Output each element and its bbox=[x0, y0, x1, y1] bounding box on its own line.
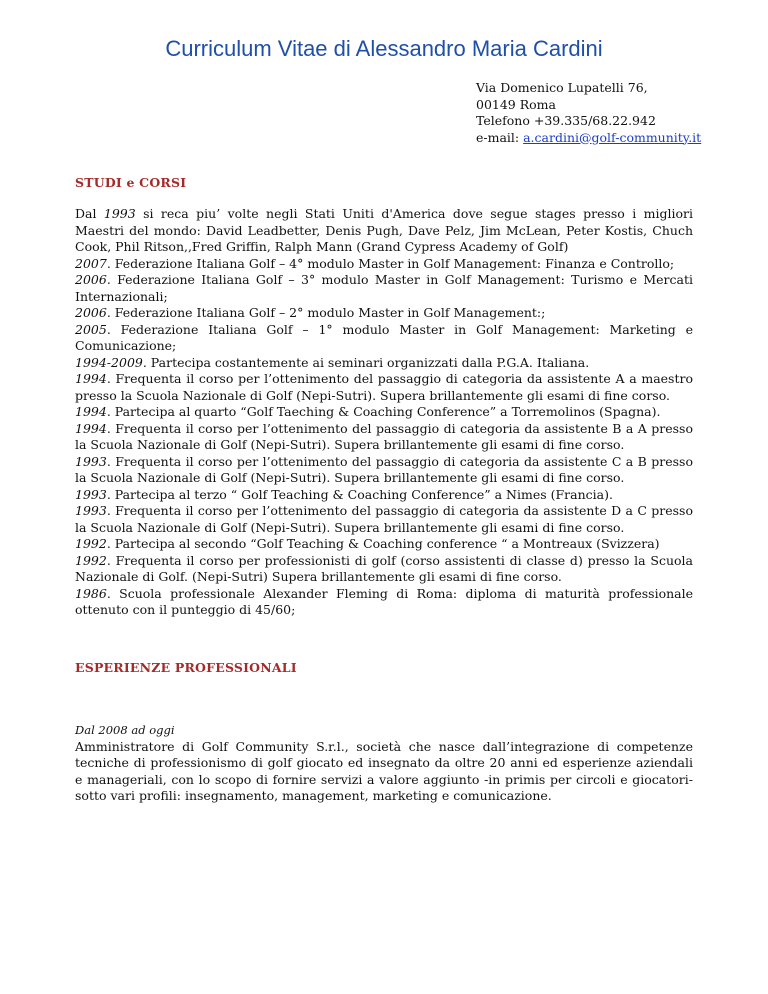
entry-year: 1994-2009 bbox=[75, 354, 143, 370]
studi-entry bbox=[75, 305, 693, 322]
studi-entry bbox=[75, 404, 693, 421]
entry-year: 1994 bbox=[75, 420, 107, 436]
entry-year: 2007 bbox=[75, 255, 107, 271]
entry-text: . Partecipa al terzo “ Golf Teaching & Coaching Conference” a Nimes (Francia). bbox=[106, 486, 613, 502]
entry-text: Dal bbox=[75, 206, 104, 221]
studi-entry bbox=[75, 256, 693, 273]
entry-year: 1992 bbox=[75, 552, 107, 568]
entry-text: si reca piu’ volte negli Stati Uniti d'America dove segue stages presso i migliori Maestri del mondo: David Leadbetter, Denis Pugh, Dave Pelz, Jim McLean, Peter Kostis, Chuch Cook, Phil Ritson,,Fred Griffin, Ralph Mann (Grand Cypress Academy of Golf) bbox=[75, 206, 693, 254]
page-title: Curriculum Vitae di Alessandro Maria Cardini bbox=[165, 36, 603, 61]
entry-year: 2005 bbox=[75, 321, 107, 337]
entry-year: 1993 bbox=[75, 486, 107, 502]
entry-text: . Frequenta il corso per l’ottenimento del passaggio di categoria da assistente C a B presso la Scuola Nazionale di Golf (Nepi-Sutri). Supera brillantemente gli esami di fine corso. bbox=[75, 453, 693, 485]
email-link[interactable]: a.cardini@golf-community.it bbox=[523, 129, 702, 145]
studi-entry bbox=[75, 322, 693, 355]
esperienze-period: Dal 2008 ad oggi bbox=[75, 723, 175, 737]
esperienze-text: Amministratore di Golf Community S.r.l., società che nasce dall’integrazione di competenze tecniche di professionismo di golf giocato ed insegnato da oltre 20 anni ed esperienze aziendali e manageriali, con lo scopo di fornire servizi a valore aggiunto -in primis per circoli e giocatori- sotto vari profili: insegnamento, management, marketing e comunicazione. bbox=[75, 738, 693, 803]
section-heading-studi: STUDI e CORSI bbox=[75, 175, 187, 190]
entry-year: 2006 bbox=[75, 305, 107, 320]
entry-year: 1993 bbox=[103, 206, 136, 221]
entry-text: . Federazione Italiana Golf – 3° modulo Master in Golf Management: Turismo e Mercati Internazionali; bbox=[75, 272, 693, 304]
entry-text: . Federazione Italiana Golf – 4° modulo Master in Golf Management: Finanza e Controllo; bbox=[106, 255, 675, 271]
studi-list bbox=[75, 206, 693, 619]
studi-entry bbox=[75, 371, 693, 404]
entry-text: . Partecipa al secondo “Golf Teaching & Coaching conference “ a Montreaux (Svizzera) bbox=[106, 536, 660, 551]
address-phone: Telefono +39.335/68.22.942 bbox=[476, 113, 656, 128]
entry-text: . Scuola professionale Alexander Fleming di Roma: diploma di maturità professionale ottenuto con il punteggio di 45/60; bbox=[75, 585, 693, 617]
studi-entry bbox=[75, 421, 693, 454]
entry-year: 1986 bbox=[75, 585, 107, 601]
studi-entry bbox=[75, 487, 693, 504]
address-block bbox=[476, 80, 701, 146]
address-street: Via Domenico Lupatelli 76, bbox=[476, 80, 648, 95]
entry-text: . Frequenta il corso per l’ottenimento del passaggio di categoria da assistente D a C presso la Scuola Nazionale di Golf (Nepi-Sutri). Supera brillantemente gli esami di fine corso. bbox=[75, 503, 693, 535]
studi-entry bbox=[75, 586, 693, 619]
entry-year: 1994 bbox=[75, 371, 107, 386]
studi-entry bbox=[75, 536, 693, 553]
entry-text: . Federazione Italiana Golf – 1° modulo Master in Golf Management: Marketing e Comunicazione; bbox=[75, 321, 693, 353]
address-city: 00149 Roma bbox=[476, 96, 556, 112]
address-email-line bbox=[476, 130, 701, 147]
esperienze-block bbox=[75, 722, 693, 805]
entry-year: 2006 bbox=[75, 272, 107, 287]
studi-entry bbox=[75, 355, 693, 372]
studi-entry bbox=[75, 272, 693, 305]
entry-year: 1993 bbox=[75, 503, 107, 518]
entry-year: 1992 bbox=[75, 536, 107, 551]
entry-text: . Frequenta il corso per professionisti di golf (corso assistenti di classe d) presso la Scuola Nazionale di Golf. (Nepi-Sutri) Supera brillantemente gli esami di fine corso. bbox=[75, 552, 693, 584]
entry-text: . Partecipa al quarto “Golf Taeching & Coaching Conference” a Torremolinos (Spagna). bbox=[106, 404, 661, 419]
entry-text: . Frequenta il corso per l’ottenimento del passaggio di categoria da assistente A a maestro presso la Scuola Nazionale di Golf (Nepi-Sutri). Supera brillantemente gli esami di fine corso. bbox=[75, 371, 693, 403]
entry-year: 1993 bbox=[75, 453, 107, 469]
studi-entry bbox=[75, 553, 693, 586]
entry-text: . Partecipa costantemente ai seminari organizzati dalla P.G.A. Italiana. bbox=[142, 354, 590, 370]
section-heading-esperienze: ESPERIENZE PROFESSIONALI bbox=[75, 660, 297, 675]
studi-entry bbox=[75, 503, 693, 536]
entry-text: . Frequenta il corso per l’ottenimento del passaggio di categoria da assistente B a A presso la Scuola Nazionale di Golf (Nepi-Sutri). Supera brillantemente gli esami di fine corso. bbox=[75, 420, 693, 452]
studi-entry bbox=[75, 206, 693, 256]
email-label: e-mail: bbox=[476, 129, 524, 145]
studi-entry bbox=[75, 454, 693, 487]
entry-year: 1994 bbox=[75, 404, 107, 419]
entry-text: . Federazione Italiana Golf – 2° modulo Master in Golf Management:; bbox=[106, 305, 546, 320]
